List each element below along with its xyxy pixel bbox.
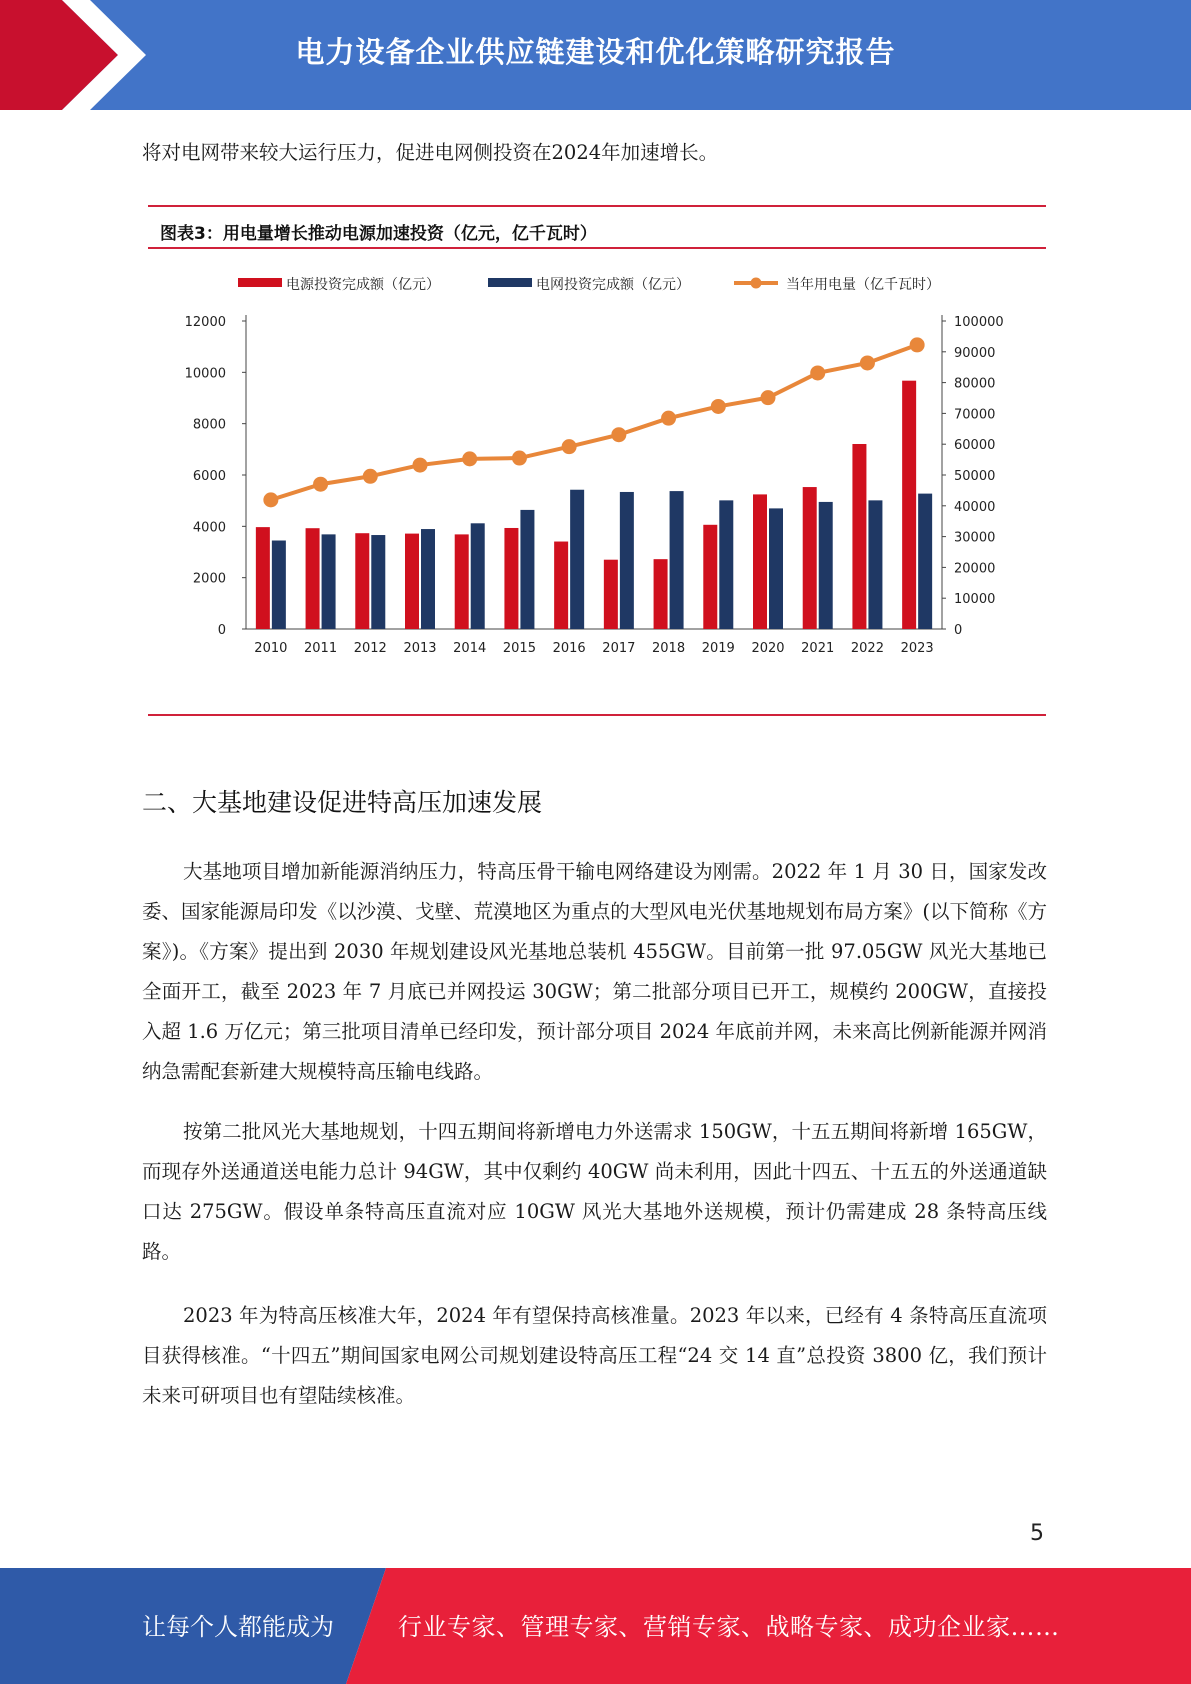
bar-power-source-2022 (852, 444, 866, 629)
bar-power-source-2014 (455, 534, 469, 629)
bar-power-source-2020 (753, 494, 767, 629)
y-right-tick-label-5: 50000 (954, 469, 996, 484)
y-right-tick-label-10: 100000 (954, 315, 1004, 330)
legend-label-2: 当年用电量（亿千瓦时） (786, 277, 940, 293)
x-tick-label-2012: 2012 (353, 641, 387, 656)
point-consumption-2015 (512, 451, 527, 466)
point-consumption-2020 (761, 390, 776, 405)
bar-grid-2020 (769, 508, 783, 629)
y-right-tick-label-8: 80000 (954, 376, 996, 392)
y-right-tick-label-9: 90000 (954, 345, 996, 361)
point-consumption-2014 (462, 451, 477, 466)
y-left-tick-label-4: 8000 (192, 417, 226, 433)
point-consumption-2018 (661, 411, 676, 426)
x-tick-label-2019: 2019 (701, 641, 735, 656)
figure-caption: 图表3：用电量增长推动电源加速投资（亿元，亿千瓦时） (160, 224, 597, 244)
y-left-tick-label-3: 6000 (192, 469, 226, 484)
x-tick-label-2022: 2022 (850, 641, 884, 656)
y-left-tick-label-2: 4000 (192, 520, 226, 536)
bar-grid-2016 (570, 490, 584, 629)
point-consumption-2023 (910, 337, 925, 352)
x-tick-label-2014: 2014 (453, 641, 487, 656)
bar-grid-2013 (421, 529, 435, 629)
point-consumption-2012 (363, 469, 378, 484)
figure-caption-rule (148, 247, 1046, 249)
footer-slogan-left: 让每个人都能成为 (142, 1613, 334, 1641)
intro-paragraph: 将对电网带来较大运行压力，促进电网侧投资在2024年加速增长。 (142, 141, 719, 164)
bar-power-source-2015 (504, 528, 518, 629)
bar-grid-2022 (868, 500, 882, 629)
y-right-tick-label-7: 70000 (954, 407, 996, 423)
y-right-tick-label-0: 0 (954, 623, 963, 638)
legend-label-1: 电网投资完成额（亿元） (536, 277, 690, 293)
y-left-tick-label-6: 12000 (184, 315, 226, 330)
point-consumption-2016 (562, 439, 577, 454)
x-tick-label-2015: 2015 (502, 641, 536, 656)
page-number: 5 (1030, 1521, 1044, 1546)
y-left-tick-label-1: 2000 (192, 571, 226, 587)
report-title: 电力设备企业供应链建设和优化策略研究报告 (295, 35, 896, 69)
x-tick-label-2011: 2011 (304, 641, 338, 656)
y-right-tick-label-1: 10000 (954, 592, 996, 608)
page-footer (0, 1568, 1191, 1684)
x-tick-label-2017: 2017 (602, 641, 636, 656)
bar-grid-2019 (719, 500, 733, 629)
point-consumption-2019 (711, 399, 726, 414)
bar-grid-2021 (819, 502, 833, 629)
bar-grid-2012 (371, 535, 385, 629)
point-consumption-2013 (413, 458, 428, 473)
y-right-tick-label-4: 40000 (954, 499, 996, 515)
y-right-tick-label-6: 60000 (954, 438, 996, 454)
bar-grid-2011 (322, 534, 336, 629)
point-consumption-2022 (860, 355, 875, 370)
body-paragraph-3: 2023 年为特高压核准大年，2024 年有望保持高核准量。2023 年以来，已经有 4 条特高压直流项目获得核准。“十四五”期间国家电网公司规划建设特高压工程“24 交 14 直”总投资 3800 亿，我们预计未来可研项目也有望陆续核准。 (142, 1304, 1047, 1407)
bar-power-source-2017 (604, 560, 618, 629)
x-tick-label-2016: 2016 (552, 641, 586, 656)
x-tick-label-2023: 2023 (900, 641, 934, 656)
page-header (0, 0, 1191, 110)
bar-grid-2017 (620, 492, 634, 629)
y-left-tick-label-0: 0 (217, 623, 226, 638)
bar-power-source-2016 (554, 542, 568, 629)
bar-grid-2015 (520, 510, 534, 629)
bar-power-source-2018 (654, 559, 668, 629)
point-consumption-2021 (810, 365, 825, 380)
bar-power-source-2011 (306, 528, 320, 629)
figure-top-rule (148, 205, 1046, 207)
body-paragraph-1: 大基地项目增加新能源消纳压力，特高压骨干输电网络建设为刚需。2022 年 1 月 30 日，国家发改委、国家能源局印发《以沙漠、戈壁、荒漠地区为重点的大型风电光伏基地规划布局方案》(以下简称《方案》)。《方案》提出到 2030 年规划建设风光基地总装机 455GW。目前第一批 97.05GW 风光大基地已全面开工，截至 2023 年 7 月底已并网投运 30GW；第二批部分项目已开工，规模约 200GW，直接投入超 1.6 万亿元；第三批项目清单已经印发，预计部分项目 2024 年底前并网，未来高比例新能源并网消纳急需配套新建大规模特高压输电线路。 (142, 860, 1047, 1083)
x-tick-label-2020: 2020 (751, 641, 785, 656)
footer-slogan-right: 行业专家、管理专家、营销专家、战略专家、成功企业家…… (398, 1613, 1060, 1641)
y-left-tick-label-5: 10000 (184, 366, 226, 382)
x-tick-label-2018: 2018 (652, 641, 686, 656)
x-tick-label-2013: 2013 (403, 641, 437, 656)
point-consumption-2017 (611, 427, 626, 442)
bar-grid-2023 (918, 494, 932, 629)
legend-swatch-0 (238, 278, 282, 287)
bar-power-source-2023 (902, 381, 916, 629)
legend-swatch-marker-2 (751, 278, 762, 289)
bar-grid-2018 (670, 491, 684, 629)
legend-swatch-1 (488, 278, 532, 287)
bar-power-source-2019 (703, 525, 717, 629)
bar-grid-2014 (471, 523, 485, 629)
point-consumption-2011 (313, 477, 328, 492)
bar-power-source-2013 (405, 534, 419, 629)
x-tick-label-2021: 2021 (801, 641, 835, 656)
y-right-tick-label-2: 20000 (954, 561, 996, 577)
section-title: 二、大基地建设促进特高压加速发展 (142, 788, 543, 817)
figure-3 (148, 205, 1046, 720)
bar-grid-2010 (272, 541, 286, 629)
chart-power-investment (148, 255, 1046, 680)
legend-label-0: 电源投资完成额（亿元） (286, 277, 440, 293)
bar-power-source-2012 (355, 533, 369, 629)
body-paragraph-2: 按第二批风光大基地规划，十四五期间将新增电力外送需求 150GW，十五五期间将新增 165GW，而现存外送通道送电能力总计 94GW，其中仅剩约 40GW 尚未利用，因此十四五、十五五的外送通道缺口达 275GW。假设单条特高压直流对应 10GW 风光大基地外送规模，预计仍需建成 28 条特高压线路。 (142, 1120, 1047, 1263)
bar-power-source-2021 (803, 487, 817, 629)
bar-power-source-2010 (256, 527, 270, 629)
figure-bottom-rule (148, 714, 1046, 716)
y-right-tick-label-3: 30000 (954, 530, 996, 546)
x-tick-label-2010: 2010 (254, 641, 288, 656)
point-consumption-2010 (263, 492, 278, 507)
